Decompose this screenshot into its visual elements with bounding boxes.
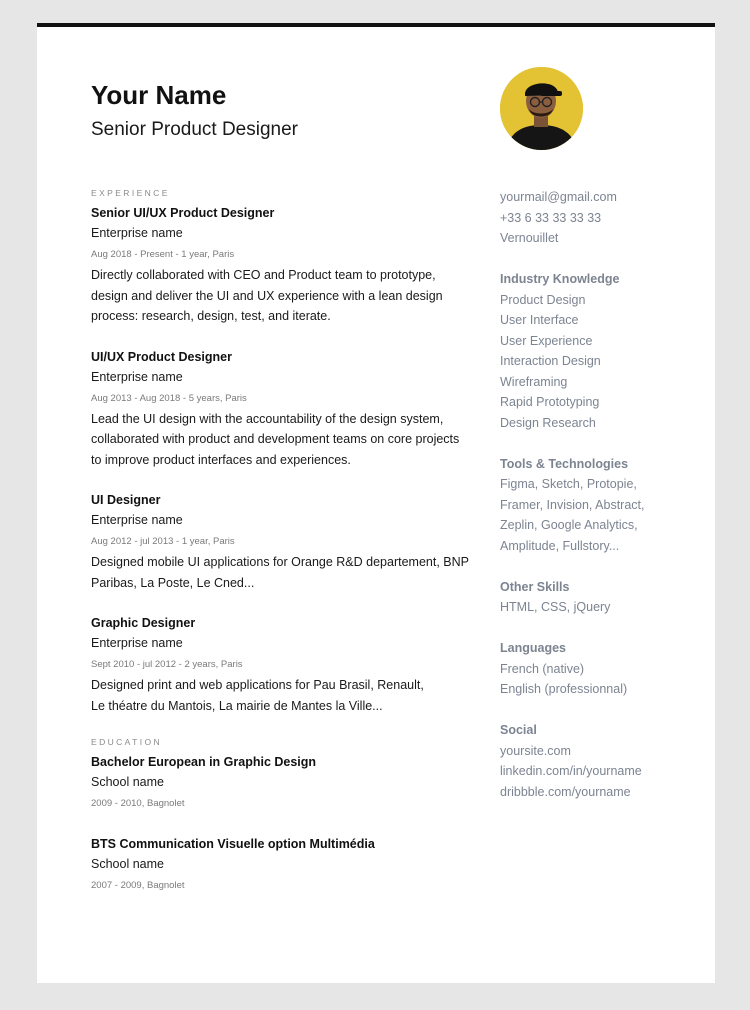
skill-item: HTML, CSS, jQuery — [500, 600, 611, 614]
sidebar-section-languages — [500, 638, 700, 700]
skill-item: Rapid Prototyping — [500, 395, 600, 409]
sidebar-heading: Tools & Technologies — [500, 456, 629, 471]
sidebar-section-industry-knowledge — [500, 269, 700, 433]
email-link[interactable]: yourmail@gmail.com — [500, 190, 617, 204]
employer-name: Enterprise name — [91, 636, 183, 650]
employer-name: Enterprise name — [91, 513, 183, 527]
school-name: School name — [91, 775, 164, 789]
profile-photo — [500, 67, 583, 150]
job-title: UI/UX Product Designer — [91, 349, 232, 364]
experience-section-label: EXPERIENCE — [91, 188, 170, 198]
skill-item: Design Research — [500, 415, 596, 430]
job-title: Senior UI/UX Product Designer — [91, 206, 275, 220]
job-dates: Aug 2013 - Aug 2018 - 5 years, Paris — [91, 392, 247, 404]
job-description: Lead the UI design with the accountability of the design system, collaborated with product and development teams on core projects to improve product interfaces and experiences. — [91, 411, 460, 467]
experience-entry — [91, 347, 481, 471]
degree-title: Bachelor European in Graphic Design — [91, 755, 317, 769]
job-description: Designed mobile UI applications for Orange R&D departement, BNP Paribas, La Poste, Le Cned... — [91, 555, 469, 590]
job-dates: Aug 2018 - Present - 1 year, Paris — [91, 249, 235, 260]
skill-item: Wireframing — [500, 374, 568, 389]
school-name: School name — [91, 857, 164, 871]
experience-entry — [91, 490, 481, 593]
sidebar-section-other-skills — [500, 577, 700, 618]
sidebar-section-social — [500, 720, 700, 802]
skill-item: User Interface — [500, 313, 579, 327]
job-description: Designed print and web applications for Pau Brasil, Renault, Le théatre du Mantois, La mairie de Mantes la Ville... — [91, 678, 424, 713]
contact-block — [500, 187, 700, 249]
sidebar-heading: Other Skills — [500, 579, 570, 594]
study-dates: 2007 - 2009, Bagnolet — [91, 880, 185, 891]
job-description: Directly collaborated with CEO and Product team to prototype, design and deliver the UI and UX experience with a lean design process: research, design, test, and iterate. — [91, 268, 443, 323]
experience-entry — [91, 613, 481, 716]
education-entry — [91, 834, 481, 896]
study-dates: 2009 - 2010, Bagnolet — [91, 798, 185, 809]
language-item: French (native) — [500, 661, 585, 676]
resume-page — [37, 23, 715, 983]
person-title: Senior Product Designer — [91, 119, 298, 140]
website-link[interactable]: yoursite.com — [500, 743, 571, 758]
education-entry — [91, 752, 481, 814]
degree-title: BTS Communication Visuelle option Multimédia — [91, 837, 375, 851]
job-title: UI Designer — [91, 493, 161, 507]
job-title: Graphic Designer — [91, 616, 196, 630]
main-column — [91, 187, 481, 916]
sidebar-section-tools — [500, 454, 700, 557]
tools-line: Framer, Invision, Abstract, — [500, 497, 645, 512]
job-dates: Aug 2012 - jul 2013 - 1 year, Paris — [91, 536, 235, 547]
sidebar-heading: Social — [500, 723, 537, 737]
skill-item: Product Design — [500, 292, 586, 307]
skill-item: User Experience — [500, 333, 593, 348]
sidebar-column — [500, 187, 700, 823]
avatar-illustration — [500, 67, 583, 150]
employer-name: Enterprise name — [91, 369, 183, 384]
experience-entry — [91, 203, 481, 327]
tools-line: Zeplin, Google Analytics, — [500, 518, 638, 532]
tools-line: Figma, Sketch, Protopie, — [500, 477, 637, 491]
job-dates: Sept 2010 - jul 2012 - 2 years, Paris — [91, 659, 243, 670]
tools-line: Amplitude, Fullstory... — [500, 538, 620, 553]
sidebar-heading: Industry Knowledge — [500, 272, 620, 286]
skill-item: Interaction Design — [500, 354, 601, 368]
dribbble-link[interactable]: dribbble.com/yourname — [500, 784, 631, 799]
language-item: English (professionnal) — [500, 682, 628, 696]
linkedin-link[interactable]: linkedin.com/in/yourname — [500, 764, 642, 778]
sidebar-heading: Languages — [500, 641, 566, 655]
person-name: Your Name — [91, 80, 227, 110]
employer-name: Enterprise name — [91, 226, 183, 240]
phone-number: +33 6 33 33 33 33 — [500, 210, 602, 225]
location: Vernouillet — [500, 231, 559, 245]
education-section-label: EDUCATION — [91, 737, 163, 747]
